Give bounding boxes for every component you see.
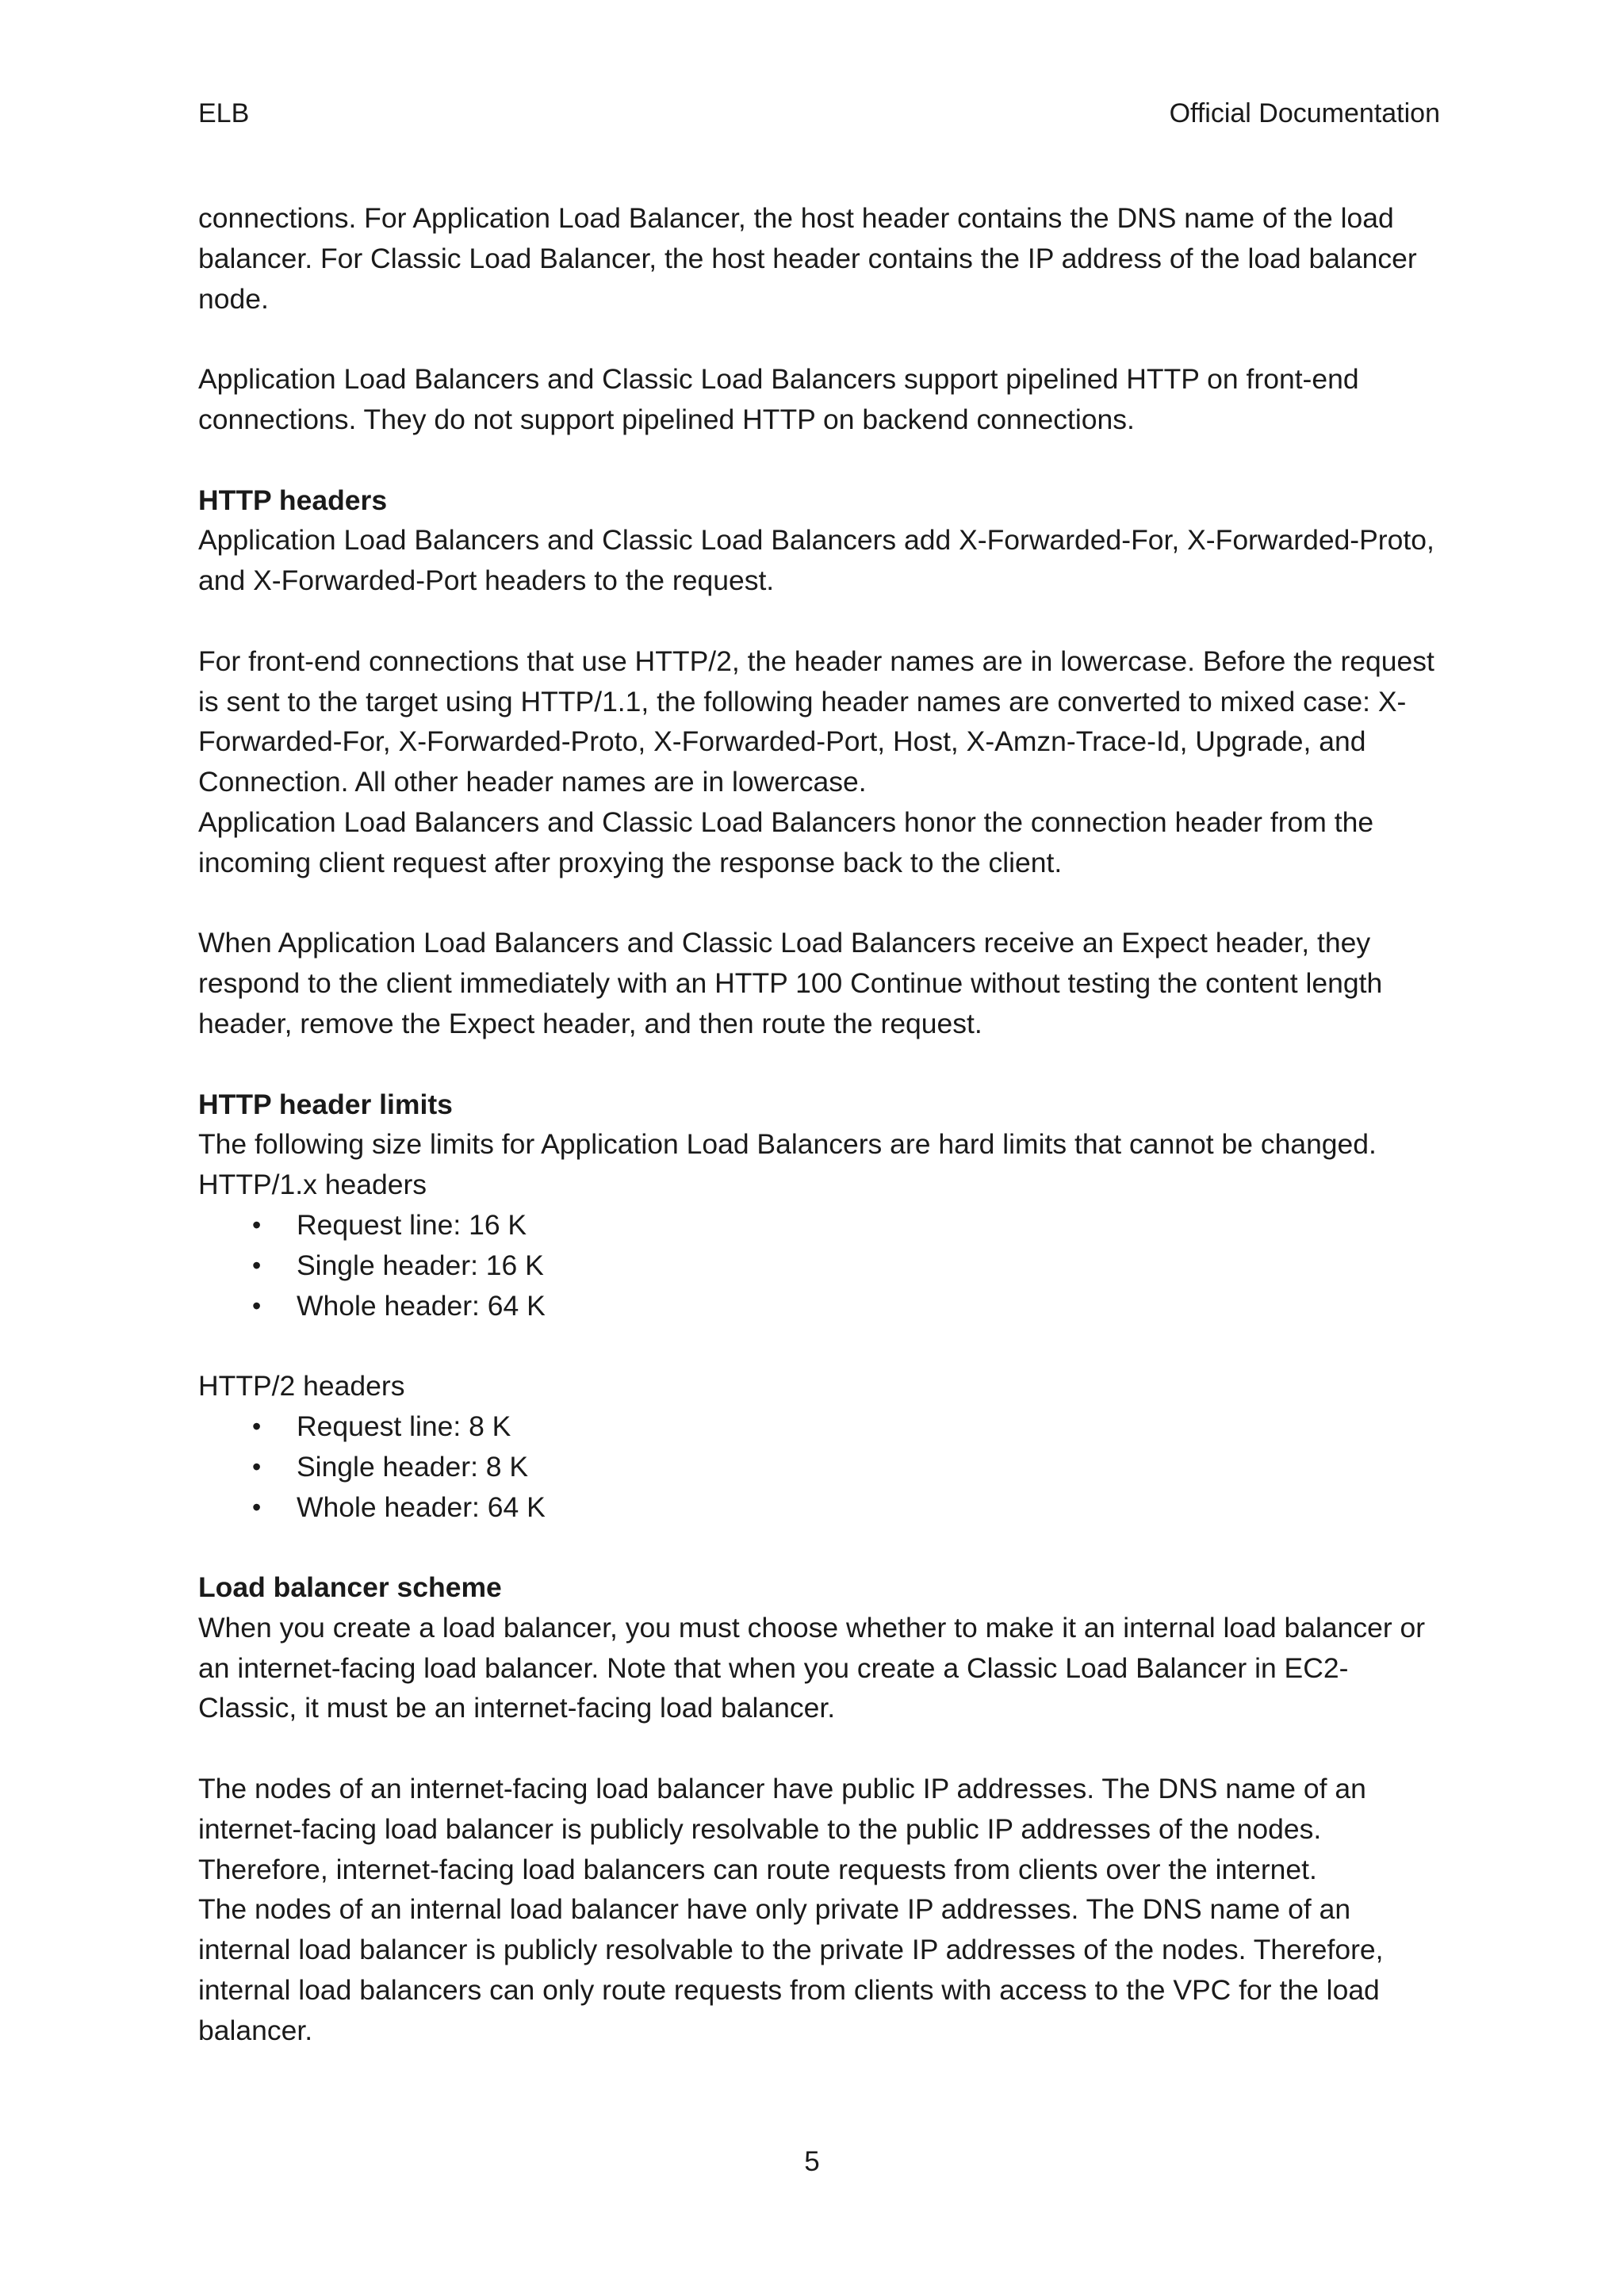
list-item <box>252 1487 1440 1528</box>
paragraph-http2-lowercase: For front-end connections that use HTTP/2, the header names are in lowercase. Before the request is sent to the target using HTTP/1.1, the following header names are converted to mixed case: X-Forwarded-For, X-Forwarded-Proto, X-Forwarded-Port, Host, X-Amzn-Trace-Id, Upgrade, and Connection. All other header names are in lowercase. <box>198 645 1434 798</box>
heading-load-balancer-scheme: Load balancer scheme <box>198 1571 502 1604</box>
list-item-text: Single header: 16 K <box>297 1249 544 1281</box>
paragraph-internal: The nodes of an internal load balancer have only private IP addresses. The DNS name of an internal load balancer is publicly resolvable to the private IP addresses of the nodes. Therefore, internal load balancers can only route requests from clients with access to the VPC for the load balancer. <box>198 1893 1384 2046</box>
list-item-text: Request line: 16 K <box>297 1208 527 1241</box>
list-item-text: Whole header: 64 K <box>297 1490 546 1523</box>
paragraph-forwarded-headers: Application Load Balancers and Classic Load Balancers add X-Forwarded-For, X-Forwarded-Proto, and X-Forwarded-Port headers to the request. <box>198 524 1434 597</box>
list-item <box>252 1406 1440 1447</box>
bullet-icon: • <box>252 1210 262 1239</box>
label-http1-headers: HTTP/1.x headers <box>198 1169 427 1201</box>
list-item <box>252 1205 1440 1246</box>
list-item <box>252 1286 1440 1326</box>
bullet-icon: • <box>252 1250 262 1280</box>
paragraph-internet-facing: The nodes of an internet-facing load balancer have public IP addresses. The DNS name of an internet-facing load balancer is publicly resolvable to the public IP addresses of the nodes. Therefore, internet-facing load balancers can route requests from clients over the internet. <box>198 1773 1366 1885</box>
label-http2-headers: HTTP/2 headers <box>198 1370 405 1402</box>
bullet-icon: • <box>252 1411 262 1441</box>
paragraph-choose-scheme: When you create a load balancer, you must choose whether to make it an internal load balancer or an internet-facing load balancer. Note that when you create a Classic Load Balancer in EC2-Classic, it must be an internet-facing load balancer. <box>198 1611 1426 1724</box>
paragraph-pipelined-http: Application Load Balancers and Classic Load Balancers support pipelined HTTP on front-end connections. They do not support pipelined HTTP on backend connections. <box>198 363 1359 435</box>
paragraph-connection-header: Application Load Balancers and Classic Load Balancers honor the connection header from the incoming client request after proxying the response back to the client. <box>198 806 1374 878</box>
header-right-title: Official Documentation <box>1169 98 1440 128</box>
paragraph-expect-header: When Application Load Balancers and Classic Load Balancers receive an Expect header, they respond to the client immediately with an HTTP 100 Continue without testing the content length header, remove the Expect header, and then route the request. <box>198 927 1383 1039</box>
list-http1-limits <box>198 1205 1440 1326</box>
bullet-icon: • <box>252 1291 262 1320</box>
heading-http-headers: HTTP headers <box>198 484 388 516</box>
list-http2-limits <box>198 1406 1440 1527</box>
paragraph-limits-intro: The following size limits for Application Load Balancers are hard limits that cannot be changed. <box>198 1128 1377 1161</box>
page-number: 5 <box>804 2146 820 2177</box>
list-item-text: Single header: 8 K <box>297 1450 529 1483</box>
document-body <box>198 198 1440 2051</box>
list-item-text: Request line: 8 K <box>297 1410 511 1442</box>
heading-http-header-limits: HTTP header limits <box>198 1088 453 1120</box>
bullet-icon: • <box>252 1452 262 1481</box>
header-left-title: ELB <box>198 98 250 128</box>
list-item <box>252 1246 1440 1286</box>
list-item-text: Whole header: 64 K <box>297 1289 546 1322</box>
page-header <box>198 94 1440 133</box>
bullet-icon: • <box>252 1492 262 1521</box>
list-item <box>252 1447 1440 1487</box>
paragraph-host-header: connections. For Application Load Balancer, the host header contains the DNS name of the load balancer. For Classic Load Balancer, the host header contains the IP address of the load balancer node. <box>198 202 1417 315</box>
